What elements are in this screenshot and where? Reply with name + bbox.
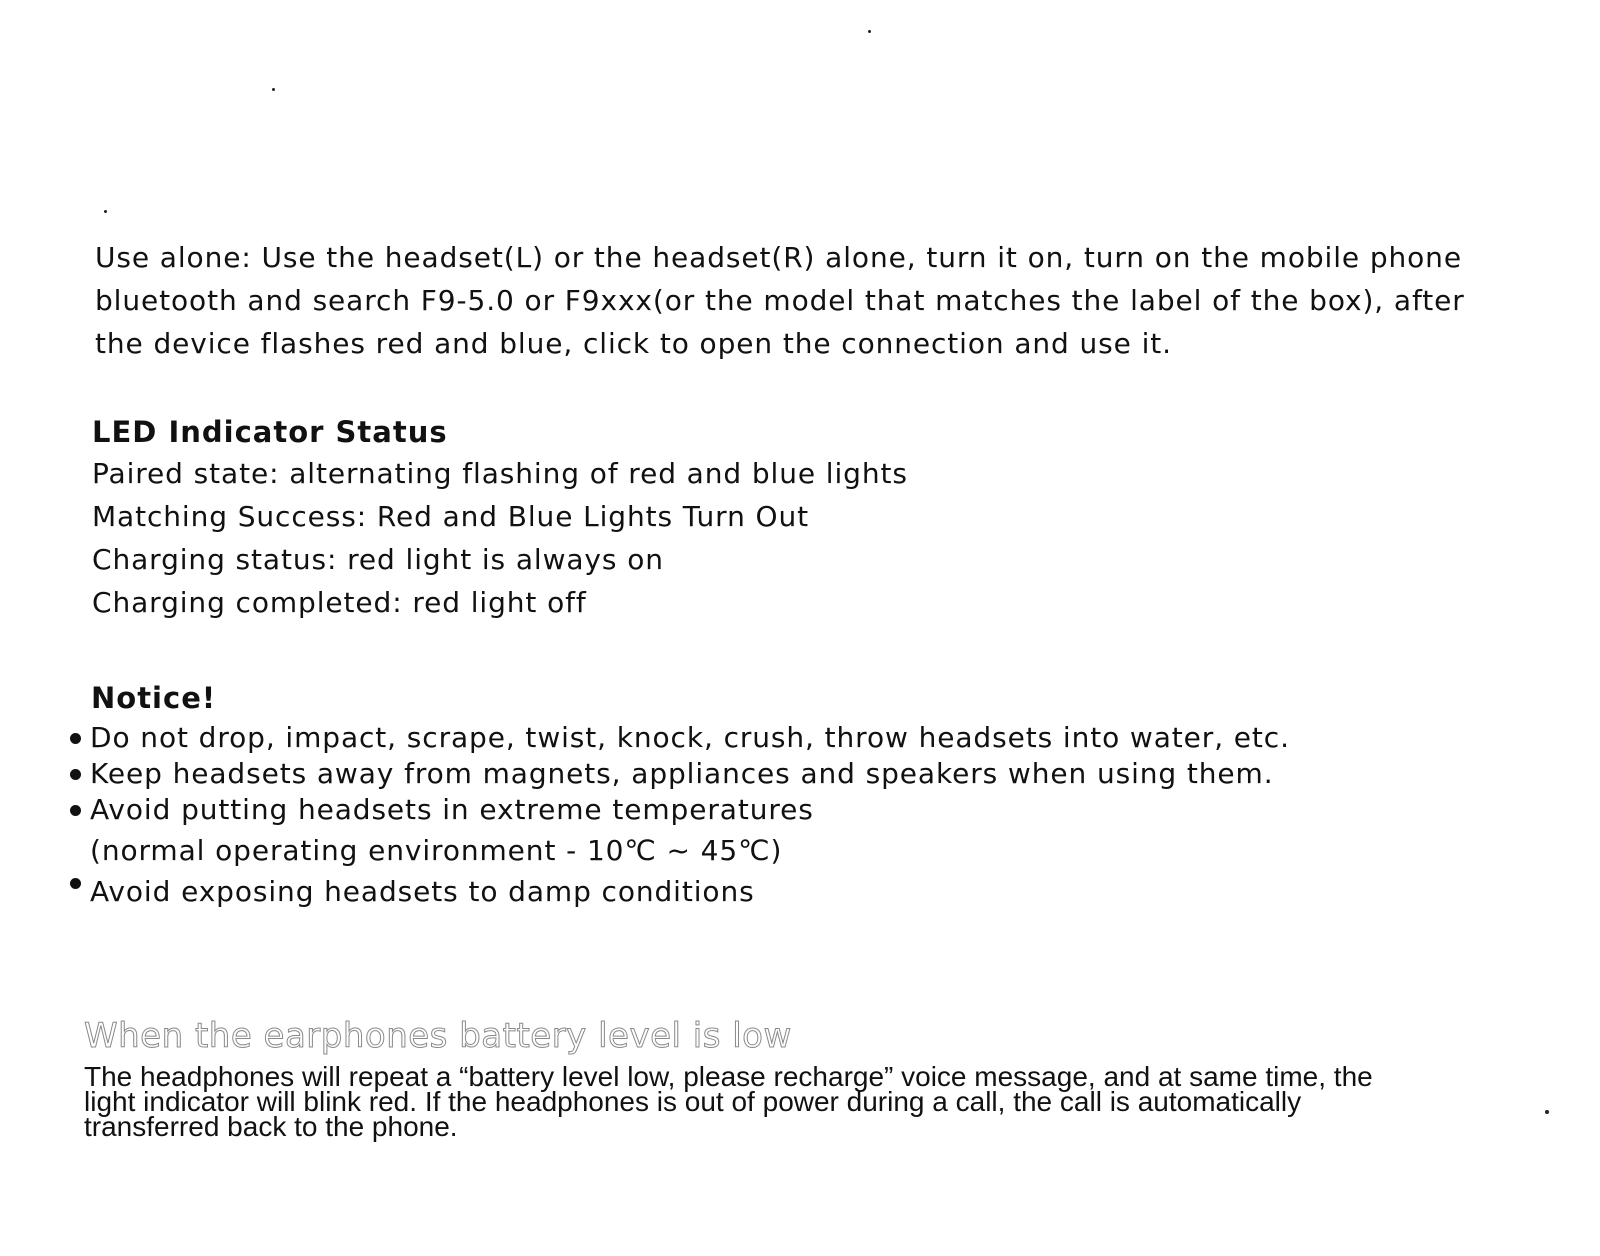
notice-item-text: Keep headsets away from magnets, appliances and speakers when using them. [90,757,1274,790]
notice-item-text: Do not drop, impact, scrape, twist, knock, crush, throw headsets into water, etc. [90,721,1290,754]
led-status-line: Paired state: alternating flashing of red and blue lights [92,457,908,490]
notice-heading: Notice! [91,681,217,715]
bullet-icon [70,805,81,816]
scan-speck [868,30,871,33]
led-indicator-heading: LED Indicator Status [92,415,448,449]
notice-item [66,874,1446,910]
bullet-icon [70,878,81,889]
bullet-icon [70,769,81,780]
notice-item [66,720,1446,756]
battery-low-body: The headphones will repeat a “battery level low, please recharge” voice message, and at same time, the light indicator will blink red. If the headphones is out of power during a call, the call is automatically transferred back to the phone. [84,1061,1373,1142]
led-status-line: Charging status: red light is always on [92,543,664,576]
led-status-line: Matching Success: Red and Blue Lights Turn Out [92,500,810,533]
led-status-line: Charging completed: red light off [92,586,587,619]
scan-speck [272,88,275,91]
battery-low-heading: When the earphones battery level is low [84,1016,792,1056]
temperature-note: (normal operating environment - 10℃ ~ 45℃) [90,834,783,867]
notice-section [66,678,1446,910]
notice-item-text: Avoid putting headsets in extreme temperatures [90,793,814,826]
use-alone-text: Use alone: Use the headset(L) or the headset(R) alone, turn it on, turn on the mobile phone bluetooth and search F9-5.0 or F9xxx(or the model that matches the label of the box), after the device flashes red and blue, click to open the connection and use it. [95,241,1465,360]
bullet-icon [70,733,81,744]
notice-item-text: Avoid exposing headsets to damp conditions [90,875,755,908]
battery-low-section [84,1014,1564,1142]
notice-item [66,792,1446,828]
notice-item [66,756,1446,792]
use-alone-paragraph [95,236,1515,365]
scan-speck [104,210,107,213]
led-indicator-section [92,412,1092,624]
